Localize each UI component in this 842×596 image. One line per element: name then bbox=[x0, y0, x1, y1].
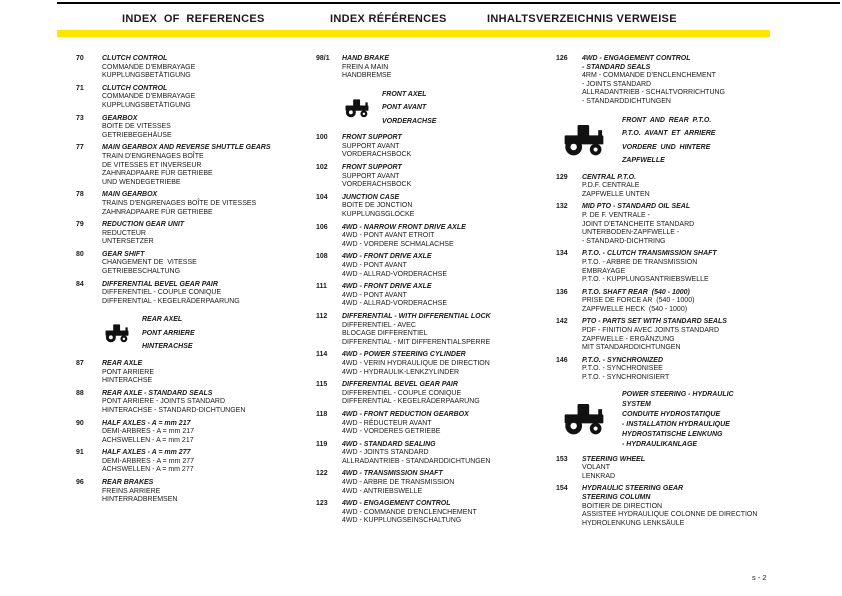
entry-ref: 154 bbox=[556, 485, 568, 493]
entry-translation-line: BOITE DE JONCTION bbox=[342, 202, 413, 210]
entry-translation-line: 4WD - JOINTS STANDARD bbox=[342, 449, 429, 457]
entry-title-line: MAIN GEARBOX bbox=[102, 191, 158, 199]
entry-title-line: 4WD - NARROW FRONT DRIVE AXLE bbox=[342, 223, 466, 231]
index-entry bbox=[76, 115, 312, 141]
entry-title-line: 4WD - FRONT DRIVE AXLE bbox=[342, 283, 432, 291]
index-entry bbox=[76, 144, 312, 187]
entry-title-line: REAR AXLE bbox=[102, 359, 143, 367]
entry-title-line: 4WD - FRONT DRIVE AXLE bbox=[342, 253, 432, 261]
entry-ref: 98/1 bbox=[316, 55, 330, 62]
entry-ref: 129 bbox=[556, 173, 568, 181]
entry-translation-line: DIFFERENTIAL - MIT DIFFERENTIALSPERRE bbox=[342, 338, 491, 346]
entry-translation-line: KUPPLUNGSBETÄTIGUNG bbox=[102, 101, 191, 109]
entry-translation-line: COMMANDE D'EMBRAYAGE bbox=[102, 93, 196, 101]
entry-translation-line: TRAIN D'ENGRENAGES BOÎTE bbox=[102, 152, 204, 160]
entry-ref: 91 bbox=[76, 449, 84, 457]
entry-title-line: P.T.O. - SYNCHRONIZED bbox=[582, 356, 664, 364]
section-line: SYSTEM bbox=[622, 400, 651, 408]
index-entry bbox=[76, 85, 312, 111]
entry-ref: 106 bbox=[316, 223, 328, 231]
section-line: FRONT AND REAR P.T.O. bbox=[622, 116, 712, 124]
entry-translation-line: 4WD - ALLRAD-VORDERACHSE bbox=[342, 270, 448, 278]
entry-translation-line: DIFFERENTIEL - COUPLE CONIQUE bbox=[342, 389, 462, 397]
entry-translation-line: P.T.O. - KUPPLUNGSANTRIEBSWELLE bbox=[582, 276, 709, 284]
entry-translation-line: SUPPORT AVANT bbox=[342, 142, 400, 150]
entry-ref: 79 bbox=[76, 221, 84, 229]
entry-lines bbox=[102, 420, 194, 446]
index-entry bbox=[76, 55, 312, 81]
entry-ref: 71 bbox=[76, 84, 84, 92]
entry-translation-line: 4WD - KUPPLUNGSEINSCHALTUNG bbox=[342, 517, 462, 525]
entry-ref: 104 bbox=[316, 193, 328, 201]
entry-title-line: 4WD - STANDARD SEALING bbox=[342, 440, 436, 448]
tractor-icon bbox=[562, 404, 606, 435]
entry-translation-line: 4RM - COMMANDE D'ENCLENCHEMENT bbox=[582, 72, 716, 80]
entry-title-line: PTO - PARTS SET WITH STANDARD SEALS bbox=[582, 318, 727, 326]
entry-title-line: 4WD - ENGAGEMENT CONTROL bbox=[582, 55, 691, 62]
entry-translation-line: PDF - FINITION AVEC JOINTS STANDARD bbox=[582, 327, 720, 335]
index-entry bbox=[556, 318, 832, 352]
entry-lines bbox=[582, 289, 694, 315]
section-header bbox=[562, 114, 832, 168]
entry-lines bbox=[102, 281, 240, 307]
entry-lines bbox=[102, 449, 194, 475]
entry-translation-line: ALLRADANTRIEB - SCHALTVORRICHTUNG bbox=[582, 89, 726, 97]
section-line: P.T.O. AVANT ET ARRIERE bbox=[622, 130, 716, 138]
entry-title-line: FRONT SUPPORT bbox=[342, 134, 402, 142]
entry-lines bbox=[582, 203, 694, 246]
entry-ref: 126 bbox=[556, 55, 568, 62]
entry-lines bbox=[342, 381, 480, 407]
index-entry bbox=[76, 221, 312, 247]
entry-title-line: REAR AXLE - STANDARD SEALS bbox=[102, 389, 213, 397]
entry-translation-line: - STANDARD-DICHTRING bbox=[582, 237, 666, 245]
entry-lines bbox=[582, 55, 725, 107]
entry-ref: 84 bbox=[76, 280, 84, 288]
index-entry bbox=[556, 357, 832, 383]
entry-ref: 146 bbox=[556, 356, 568, 364]
entry-title-line: HYDRAULIC STEERING GEAR bbox=[582, 485, 684, 493]
entry-translation-line: VOLANT bbox=[582, 464, 611, 472]
index-entry bbox=[76, 390, 312, 416]
entry-lines bbox=[102, 390, 245, 416]
index-entry bbox=[556, 55, 832, 107]
entry-title-line: 4WD - FRONT REDUCTION GEARBOX bbox=[342, 410, 469, 418]
entry-lines bbox=[342, 283, 447, 309]
entry-ref: 90 bbox=[76, 419, 84, 427]
entry-translation-line: GETRIEBESCHALTUNG bbox=[102, 268, 181, 276]
entry-translation-line: VORDERACHSBOCK bbox=[342, 181, 412, 189]
section-line: VORDERACHSE bbox=[382, 117, 437, 125]
entry-title-line: GEAR SHIFT bbox=[102, 250, 145, 258]
entry-translation-line: 4WD - VORDERES GETRIEBE bbox=[342, 428, 441, 436]
entry-title-line: - STANDARD SEALS bbox=[582, 63, 651, 71]
entry-lines bbox=[342, 55, 391, 81]
entry-ref: 153 bbox=[556, 455, 568, 463]
page-title-fr: INDEX RÉFÉRENCES bbox=[330, 13, 447, 25]
top-rule bbox=[57, 2, 840, 4]
entry-ref: 73 bbox=[76, 114, 84, 122]
entry-translation-line: ZAPFWELLE HECK (540 - 1000) bbox=[582, 305, 688, 313]
page-title-de: INHALTSVERZEICHNIS VERWEISE bbox=[487, 13, 677, 25]
entry-title-line: JUNCTION CASE bbox=[342, 193, 400, 201]
entry-translation-line: 4WD - COMMANDE D'ENCLENCHEMENT bbox=[342, 508, 477, 516]
entry-ref: 77 bbox=[76, 144, 84, 152]
section-line: POWER STEERING - HYDRAULIC bbox=[622, 390, 734, 398]
entry-translation-line: PRISE DE FORCE AR (540 - 1000) bbox=[582, 297, 695, 305]
entry-lines bbox=[342, 134, 411, 160]
page-number: s - 2 bbox=[752, 573, 767, 582]
entry-translation-line: ZAHNRADPAARE FÜR GETRIEBE bbox=[102, 208, 213, 216]
entry-translation-line: - JOINTS STANDARD bbox=[582, 80, 652, 88]
entry-translation-line: DIFFERENTIEL - AVEC bbox=[342, 321, 416, 329]
entry-title-line: HAND BRAKE bbox=[342, 55, 390, 62]
entry-ref: 112 bbox=[316, 312, 328, 320]
entry-lines bbox=[582, 250, 717, 284]
index-entry bbox=[76, 449, 312, 475]
entry-title-line: FRONT SUPPORT bbox=[342, 164, 402, 172]
entry-ref: 102 bbox=[316, 164, 328, 172]
entry-lines bbox=[102, 115, 172, 141]
entry-title-line: P.T.O. - CLUTCH TRANSMISSION SHAFT bbox=[582, 250, 717, 258]
index-entry bbox=[316, 313, 552, 347]
entry-translation-line: MIT STANDARDDICHTUNGEN bbox=[582, 344, 681, 352]
entry-ref: 114 bbox=[316, 351, 328, 359]
entry-translation-line: DEMI-ARBRES - A = mm 277 bbox=[102, 457, 194, 465]
entry-translation-line: KUPPLUNGSBETÄTIGUNG bbox=[102, 72, 191, 80]
entry-translation-line: BOITIER DE DIRECTION bbox=[582, 502, 663, 510]
section-line: CONDUITE HYDROSTATIQUE bbox=[622, 410, 721, 418]
entry-lines bbox=[342, 470, 454, 496]
entry-title-line: DIFFERENTIAL - WITH DIFFERENTIAL LOCK bbox=[342, 312, 491, 320]
entry-translation-line: HINTERACHSE bbox=[102, 377, 153, 385]
entry-title-line: REDUCTION GEAR UNIT bbox=[102, 221, 185, 229]
entry-title-line: CLUTCH CONTROL bbox=[102, 84, 168, 92]
entry-translation-line: UNTERSETZER bbox=[102, 238, 154, 246]
entry-title-line: 4WD - ENGAGEMENT CONTROL bbox=[342, 500, 451, 508]
entry-ref: 87 bbox=[76, 359, 84, 367]
entry-translation-line: DIFFERENTIAL - KEGELRÄDERPAARUNG bbox=[342, 398, 480, 406]
entry-translation-line: SUPPORT AVANT bbox=[342, 172, 400, 180]
entry-translation-line: P.T.O. - ARBRE DE TRANSMISSION bbox=[582, 258, 698, 266]
entry-title-line: DIFFERENTIAL BEVEL GEAR PAIR bbox=[102, 280, 218, 288]
yellow-highlight-bar bbox=[57, 30, 770, 37]
entry-translation-line: UND WENDEGETRIEBE bbox=[102, 178, 181, 186]
entry-lines bbox=[102, 360, 154, 386]
entry-ref: 115 bbox=[316, 381, 328, 389]
entry-translation-line: 4WD - ARBRE DE TRANSMISSION bbox=[342, 479, 455, 487]
entry-translation-line: 4WD - PONT AVANT bbox=[342, 291, 407, 299]
index-entry bbox=[316, 164, 552, 190]
entry-title-line: HALF AXLES - A = mm 217 bbox=[102, 419, 191, 427]
entry-lines bbox=[102, 55, 195, 81]
section-line: PONT AVANT bbox=[382, 104, 427, 112]
entry-title-line: 4WD - POWER STEERING CYLINDER bbox=[342, 351, 466, 359]
entry-ref: 96 bbox=[76, 479, 84, 487]
entry-translation-line: FREINS ARRIERE bbox=[102, 487, 161, 495]
entry-lines bbox=[582, 174, 650, 200]
entry-lines bbox=[102, 479, 177, 505]
section-line: - HYDRAULIKANLAGE bbox=[622, 440, 698, 448]
entry-translation-line: ASSISTEE HYDRAULIQUE COLONNE DE DIRECTION bbox=[582, 511, 758, 519]
entry-translation-line: FREIN A MAIN bbox=[342, 63, 389, 71]
index-entry bbox=[316, 55, 552, 81]
index-entry bbox=[556, 485, 832, 528]
entry-title-line: GEARBOX bbox=[102, 114, 138, 122]
entry-translation-line: KUPPLUNGSGLOCKE bbox=[342, 211, 415, 219]
entry-translation-line: DEMI-ARBRES - A = mm 217 bbox=[102, 428, 194, 436]
tractor-icon bbox=[104, 324, 130, 343]
entry-ref: 100 bbox=[316, 134, 328, 142]
entry-translation-line: HYDROLENKUNG LENKSÄULE bbox=[582, 519, 685, 527]
entry-translation-line: CHANGEMENT DE VITESSE bbox=[102, 259, 197, 267]
entry-translation-line: JOINT D'ETANCHEITE STANDARD bbox=[582, 220, 695, 228]
section-line: REAR AXEL bbox=[142, 316, 183, 324]
entry-lines bbox=[102, 251, 197, 277]
index-entry bbox=[316, 283, 552, 309]
entry-ref: 123 bbox=[316, 500, 328, 508]
entry-lines bbox=[342, 441, 490, 467]
index-entry bbox=[316, 194, 552, 220]
index-entry bbox=[76, 191, 312, 217]
index-entry bbox=[76, 251, 312, 277]
index-column-2 bbox=[316, 55, 552, 530]
entry-ref: 78 bbox=[76, 191, 84, 199]
entry-translation-line: P.D.F. CENTRALE bbox=[582, 182, 640, 190]
entry-translation-line: ACHSWELLEN - A = mm 217 bbox=[102, 436, 194, 444]
entry-ref: 88 bbox=[76, 389, 84, 397]
entry-title-line: DIFFERENTIAL BEVEL GEAR PAIR bbox=[342, 381, 458, 389]
entry-translation-line: PONT ARRIERE bbox=[102, 368, 154, 376]
entry-translation-line: HANDBREMSE bbox=[342, 72, 392, 80]
entry-translation-line: 4WD - RÉDUCTEUR AVANT bbox=[342, 419, 432, 427]
index-entry bbox=[556, 456, 832, 482]
entry-title-line: P.T.O. SHAFT REAR (540 - 1000) bbox=[582, 288, 690, 296]
entry-translation-line: BLOCAGE DIFFERENTIEL bbox=[342, 330, 428, 338]
entry-ref: 132 bbox=[556, 203, 568, 211]
entry-ref: 136 bbox=[556, 288, 568, 296]
entry-lines bbox=[342, 313, 491, 347]
index-column-3 bbox=[556, 55, 832, 532]
entry-title-line: STEERING WHEEL bbox=[582, 455, 646, 463]
entry-title-line: STEERING COLUMN bbox=[582, 494, 651, 501]
section-header bbox=[562, 390, 832, 450]
index-entry bbox=[556, 203, 832, 246]
entry-title-line: REAR BRAKES bbox=[102, 479, 154, 487]
index-entry bbox=[316, 224, 552, 250]
entry-ref: 118 bbox=[316, 410, 328, 418]
entry-lines bbox=[582, 357, 669, 383]
entry-translation-line: GETRIEBEGEHÄUSE bbox=[102, 131, 172, 139]
entry-lines bbox=[342, 253, 447, 279]
index-entry bbox=[76, 479, 312, 505]
entry-translation-line: 4WD - HYDRAULIK-LENKZYLINDER bbox=[342, 368, 460, 376]
entry-lines bbox=[582, 456, 645, 482]
entry-lines bbox=[342, 194, 414, 220]
section-line: HYDROSTATISCHE LENKUNG bbox=[622, 430, 723, 438]
index-entry bbox=[76, 360, 312, 386]
entry-translation-line: 4WD - PONT AVANT ETROIT bbox=[342, 232, 435, 240]
section-line: FRONT AXEL bbox=[382, 90, 427, 98]
entry-translation-line: TRAINS D'ENGRENAGES BOÎTE DE VITESSES bbox=[102, 199, 257, 207]
entry-ref: 134 bbox=[556, 250, 568, 258]
entry-translation-line: 4WD - PONT AVANT bbox=[342, 262, 407, 269]
index-entry bbox=[316, 441, 552, 467]
entry-translation-line: - STANDARDDICHTUNGEN bbox=[582, 97, 671, 105]
entry-ref: 70 bbox=[76, 55, 84, 62]
index-entry bbox=[316, 500, 552, 526]
entry-translation-line: DIFFERENTIEL - COUPLE CONIQUE bbox=[102, 289, 222, 297]
entry-lines bbox=[102, 191, 256, 217]
entry-title-line: HALF AXLES - A = mm 277 bbox=[102, 449, 191, 457]
entry-translation-line: BOITE DE VITESSES bbox=[102, 123, 171, 131]
entry-lines bbox=[342, 500, 477, 526]
entry-translation-line: 4WD - VORDERE SCHMALACHSE bbox=[342, 240, 454, 248]
entry-translation-line: 4WD - ANTRIEBSWELLE bbox=[342, 487, 423, 495]
entry-title-line: MAIN GEARBOX AND REVERSE SHUTTLE GEARS bbox=[102, 144, 271, 152]
entry-translation-line: ACHSWELLEN - A = mm 277 bbox=[102, 466, 194, 474]
tractor-icon bbox=[562, 125, 606, 156]
entry-ref: 119 bbox=[316, 440, 328, 448]
entry-translation-line: 4WD - ALLRAD-VORDERACHSE bbox=[342, 300, 448, 308]
entry-translation-line: ALLRADANTRIEB - STANDARDDICHTUNGEN bbox=[342, 457, 491, 465]
entry-translation-line: LENKRAD bbox=[582, 472, 616, 480]
entry-ref: 122 bbox=[316, 470, 328, 478]
entry-translation-line: HINTERACHSE - STANDARD-DICHTUNGEN bbox=[102, 406, 246, 414]
entry-ref: 108 bbox=[316, 253, 328, 261]
entry-lines bbox=[582, 485, 757, 528]
entry-lines bbox=[102, 85, 195, 111]
section-line: PONT ARRIERE bbox=[142, 329, 195, 337]
entry-translation-line: PONT ARRIERE - JOINTS STANDARD bbox=[102, 398, 226, 406]
entry-lines bbox=[102, 144, 271, 187]
index-entry bbox=[316, 134, 552, 160]
index-entry bbox=[316, 470, 552, 496]
entry-lines bbox=[582, 318, 727, 352]
entry-ref: 142 bbox=[556, 318, 568, 326]
index-entry bbox=[556, 174, 832, 200]
entry-translation-line: 4WD - VERIN HYDRAULIQUE DE DIRECTION bbox=[342, 359, 490, 367]
section-header bbox=[104, 313, 312, 354]
entry-translation-line: ZAPFWELLE UNTEN bbox=[582, 190, 650, 198]
entry-title-line: CLUTCH CONTROL bbox=[102, 55, 168, 62]
entry-translation-line: HINTERRADBREMSEN bbox=[102, 496, 178, 504]
section-lines bbox=[382, 88, 436, 129]
entry-title-line: CENTRAL P.T.O. bbox=[582, 173, 637, 181]
entry-translation-line: ZAHNRADPAARE FÜR GETRIEBE bbox=[102, 170, 213, 178]
index-entry bbox=[556, 289, 832, 315]
section-line: HINTERACHSE bbox=[142, 343, 193, 351]
index-column-1 bbox=[76, 55, 312, 509]
section-line: VORDERE UND HINTERE bbox=[622, 143, 711, 151]
index-entry bbox=[316, 411, 552, 437]
index-entry bbox=[76, 420, 312, 446]
section-header bbox=[344, 88, 552, 129]
entry-translation-line: P. DE F. VENTRALE - bbox=[582, 211, 650, 219]
entry-translation-line: UNTERBODEN-ZAPFWELLE - bbox=[582, 229, 680, 237]
entry-translation-line: P.T.O. - SYNCHRONISIERT bbox=[582, 374, 670, 382]
entry-translation-line: P.T.O. - SYNCHRONISEE bbox=[582, 365, 663, 373]
section-line: ZAPFWELLE bbox=[622, 157, 665, 165]
page-title-en: INDEX OF REFERENCES bbox=[122, 13, 265, 25]
index-entry bbox=[76, 281, 312, 307]
entry-ref: 111 bbox=[316, 283, 327, 291]
index-entry bbox=[316, 381, 552, 407]
entry-translation-line: DIFFERENTIAL - KEGELRÄDERPAARUNG bbox=[102, 297, 240, 305]
entry-translation-line: DE VITESSES ET INVERSEUR bbox=[102, 161, 202, 169]
entry-translation-line: ZAPFWELLE - ERGÄNZUNG bbox=[582, 335, 675, 343]
section-lines bbox=[622, 390, 734, 450]
section-line: - INSTALLATION HYDRAULIQUE bbox=[622, 420, 730, 428]
index-entry bbox=[316, 253, 552, 279]
entry-title-line: 4WD - TRANSMISSION SHAFT bbox=[342, 470, 443, 478]
entry-lines bbox=[102, 221, 184, 247]
entry-translation-line: REDUCTEUR bbox=[102, 229, 146, 237]
index-entry bbox=[316, 351, 552, 377]
entry-lines bbox=[342, 411, 469, 437]
entry-translation-line: VORDERACHSBOCK bbox=[342, 151, 412, 159]
entry-lines bbox=[342, 164, 411, 190]
entry-lines bbox=[342, 224, 466, 250]
entry-lines bbox=[342, 351, 490, 377]
entry-translation-line: COMMANDE D'EMBRAYAGE bbox=[102, 63, 196, 71]
entry-translation-line: EMBRAYAGE bbox=[582, 267, 626, 275]
section-lines bbox=[622, 114, 715, 168]
tractor-icon bbox=[344, 99, 370, 118]
entry-title-line: MID PTO - STANDARD OIL SEAL bbox=[582, 203, 691, 211]
entry-ref: 80 bbox=[76, 250, 84, 258]
index-entry bbox=[556, 250, 832, 284]
section-lines bbox=[142, 313, 195, 354]
